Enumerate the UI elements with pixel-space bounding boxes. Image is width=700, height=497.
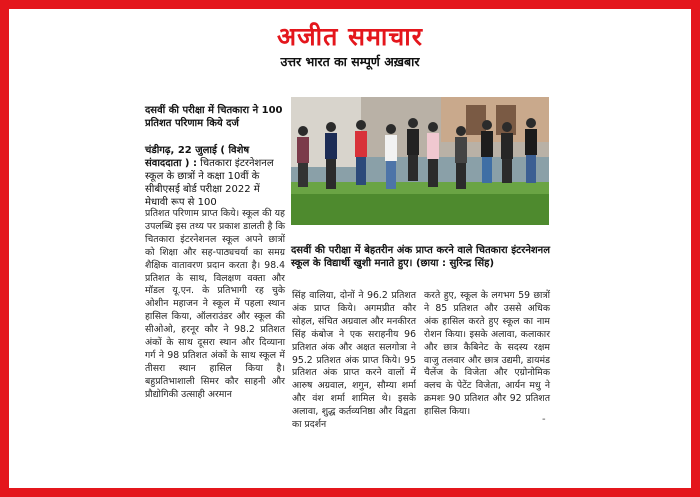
- article-lead: चितकारा इंटरनेशनल स्कूल के छात्रों ने कक्षा 10वीं के सीबीएसई बोर्ड परीक्षा 2022 में मेधावी रूप से 100: [145, 158, 274, 208]
- newspaper-title: अजीत समाचार: [277, 22, 423, 51]
- stray-mark: -: [542, 414, 546, 425]
- article-column-3: [424, 290, 550, 419]
- students-celebrating-photo: [291, 97, 549, 225]
- article-dateline-block: [145, 144, 285, 209]
- column-2-text: सिंह वालिया, दोनों ने 96.2 प्रतिशत अंक प्राप्त किये। अगमप्रीत कौर सोहल, संचित अग्रवाल और मनकीरत सिंह कंबोज ने एक सराहनीय 96 प्रतिशत अंक और अक्षत सलगोत्रा ने 95.2 प्रतिशत अंक प्राप्त किये। 95 प्रतिशत अंक प्राप्त करने वालों में आरुष अग्रवाल, शगुन, सौम्या शर्मा और वंश शर्मा शामिल थे। इसके अलावा, शुद्ध कर्तव्यनिष्ठा और विद्वता का प्रदर्शन: [292, 290, 416, 431]
- column-1-text: प्रतिशत परिणाम प्राप्त किये। स्कूल की यह उपलब्धि इस तथ्य पर प्रकाश डालती है कि चितकारा इंटरनेशनल स्कूल अपने छात्रों को शिक्षा और सह-पाठ्यचर्या का समग्र शैक्षिक वातावरण प्रदान करता है। 98.4 प्रतिशत के साथ, विलक्षण वक्ता और मॉडल यू.एन. के प्रतिभागी रह चुके ओशीन महाजन ने स्कूल में पहला स्थान हासिल किया, ऑलराउंडर और स्कूल की सीओओ, हरनूर कौर ने 98.2 प्रतिशत अंकों के साथ दूसरा स्थान और दिव्याना गर्ग ने 98 प्रतिशत अंकों के साथ स्कूल में तीसरा स्थान हासिल किया है। बहुप्रतिभाशाली सिमर कौर साहनी और प्रौद्योगिकी उत्साही अरमान: [145, 208, 285, 400]
- column-3-text: करते हुए, स्कूल के लगभग 59 छात्रों ने 85 प्रतिशत और उससे अधिक अंक हासिल करते हुए स्कूल का नाम रोशन किया। इसके अलावा, कलाकार और छात्र कैबिनेट के सदस्य रक्षम वाजु तलवार और छात्र उद्यमी, डायमंड चैलेंज के विजेता और एग्रोनोमिक क्लच के पेटेंट विजेता, आर्यन मधु ने क्रमशः 90 प्रतिशत और 92 प्रतिशत हासिल किया।: [424, 290, 550, 418]
- article-dateline: चंडीगढ़, 22 जुलाई ( विशेष संवाददाता ) :: [145, 145, 250, 169]
- photo-caption: दसवीं की परीक्षा में बेहतरीन अंक प्राप्त करने वाले चितकारा इंटरनेशनल स्कूल के विद्यार्थी खुशी मनाते हुए। (छाया : सुरिन्द्र सिंह): [291, 245, 550, 269]
- article-column-2: [292, 290, 416, 432]
- article-headline: दसवीं की परीक्षा में चितकारा ने 100 प्रतिशत परिणाम किये दर्ज: [145, 105, 283, 129]
- photo-illustration: [291, 97, 549, 225]
- newspaper-tagline: उत्तर भारत का सम्पूर्ण अख़बार: [280, 54, 420, 69]
- masthead: [0, 22, 700, 70]
- article-column-1: [145, 208, 285, 402]
